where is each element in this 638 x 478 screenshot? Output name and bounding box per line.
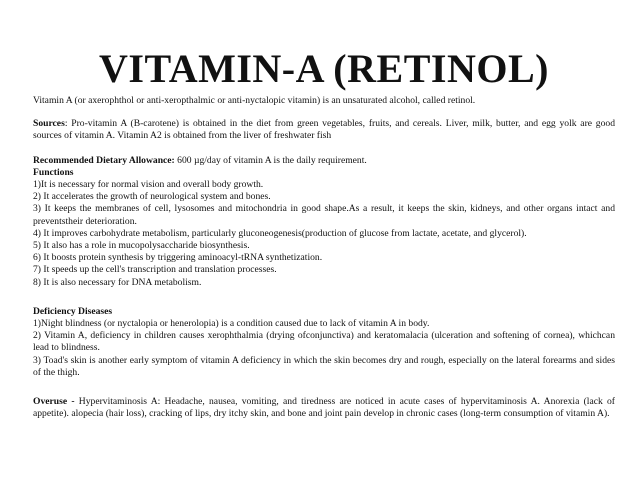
intro-paragraph: Vitamin A (or axerophthol or anti-xeropthalmic or anti-nyctalopic vitamin) is an unsaturated alcohol, called retinol. <box>33 95 476 106</box>
function-item-4: 4) It improves carbohydrate metabolism, particularly gluconeogenesis(production of glucose from lactate, acetate, and glycerol). <box>33 227 527 239</box>
function-item-5: 5) It also has a role in mucopolysaccharide biosynthesis. <box>33 240 250 252</box>
function-item-6: 6) It boosts protein synthesis by triggering aminoacyl-tRNA synthetization. <box>33 252 323 264</box>
rda-text: 600 µg/day of vitamin A is the daily requirement. <box>174 154 367 166</box>
function-item-8: 8) It is also necessary for DNA metabolism. <box>33 276 202 288</box>
page-title: VITAMIN-A (RETINOL) <box>99 46 549 91</box>
functions-heading: Functions <box>33 166 74 178</box>
deficiency-item-3: 3) Toad's skin is another early symptom of vitamin A deficiency in which the skin becomes dry and rough, especially on the lateral forearms and sides of the thigh. <box>33 354 615 378</box>
function-item-3: 3) It keeps the membranes of cell, lysosomes and mitochondria in good shape.As a result, it keeps the skin, kidneys, and other organs intact and preventstheir deterioration. <box>33 203 615 227</box>
overuse-paragraph <box>33 396 615 420</box>
function-item-2: 2) It accelerates the growth of neurological system and bones. <box>33 191 271 203</box>
overuse-label: Overuse - <box>33 396 79 408</box>
function-item-1: 1)It is necessary for normal vision and overall body growth. <box>33 179 264 191</box>
deficiency-item-1: 1)Night blindness (or nyctalopia or henerolopia) is a condition caused due to lack of vitamin A in body. <box>33 318 430 330</box>
rda-label: Recommended Dietary Allowance: <box>33 154 175 166</box>
rda-paragraph <box>33 155 615 167</box>
function-item-7: 7) It speeds up the cell's transcription and translation processes. <box>33 264 277 276</box>
sources-paragraph <box>33 118 615 142</box>
sources-text: : Pro-vitamin A (B-carotene) is obtained in the diet from green vegetables, fruits, and cereals. Liver, milk, butter, and egg yolk are good sources of vitamin A. Vitamin A2 is obtained from the liver of freshwater fish <box>33 118 615 142</box>
overuse-text: Hypervitaminosis A: Headache, nausea, vomiting, and tiredness are noticed in acute cases of hypervitaminosis A. Anorexia (lack of appetite). alopecia (hair loss), cracking of lips, dry itchy skin, and bone and joint pain develop in chronic cases (long-term consumption of vitamin A). <box>33 396 615 420</box>
deficiency-item-2: 2) Vitamin A, deficiency in children causes xerophthalmia (drying ofconjunctiva) and keratomalacia (ulceration and softening of cornea), whichcan lead to blindness. <box>33 330 615 354</box>
deficiency-heading: Deficiency Diseases <box>33 305 113 317</box>
sources-label: Sources <box>33 118 65 130</box>
